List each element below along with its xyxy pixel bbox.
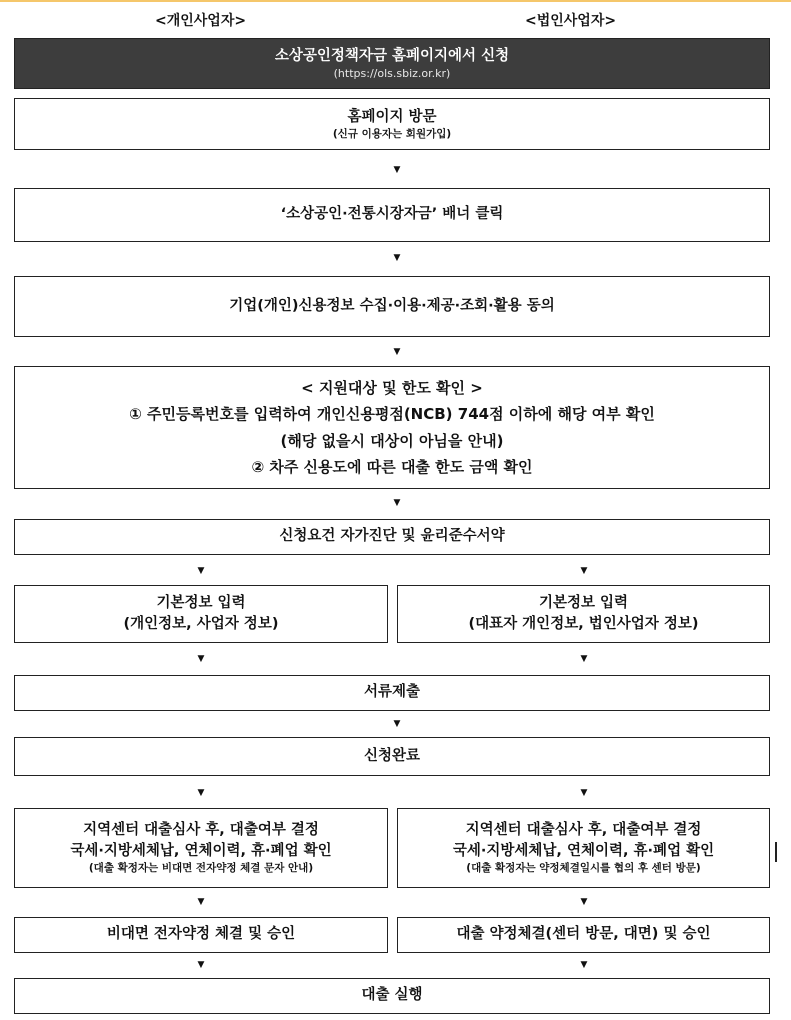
arrow-down-icon: ▼ bbox=[197, 960, 205, 970]
top-accent-line bbox=[0, 0, 791, 2]
step-banner-click bbox=[14, 188, 770, 242]
step-review-corporate bbox=[397, 808, 770, 888]
step-visit-sub: (신규 이용자는 회원가입) bbox=[332, 127, 452, 140]
arrow-down-icon: ▼ bbox=[197, 788, 205, 798]
step-basic-info-corporate bbox=[397, 585, 770, 643]
step-review-individual bbox=[14, 808, 388, 888]
step-check-note: (해당 없을시 대상이 아님을 안내) bbox=[280, 431, 504, 450]
step-apply-title: 소상공인정책자금 홈페이지에서 신청 bbox=[274, 47, 510, 64]
header-corporate: <법인사업자> bbox=[525, 13, 617, 29]
step-submit-documents bbox=[14, 675, 770, 711]
contract-right-title: 대출 약정체결(센터 방문, 대면) 및 승인 bbox=[456, 926, 711, 943]
review-right-note: (대출 확정자는 약정체결일시를 협의 후 센터 방문) bbox=[466, 862, 701, 875]
step-exec-title: 대출 실행 bbox=[361, 987, 423, 1004]
step-consent-title: 기업(개인)신용정보 수집·이용·제공·조회·활용 동의 bbox=[229, 297, 555, 314]
review-right-line2: 국세·지방세체납, 연체이력, 휴·폐업 확인 bbox=[452, 843, 715, 860]
margin-mark bbox=[775, 842, 777, 862]
arrow-down-icon: ▼ bbox=[580, 960, 588, 970]
step-contract-individual bbox=[14, 917, 388, 953]
step-check-item-1: ① 주민등록번호를 입력하여 개인신용평점(NCB) 744점 이하에 해당 여부 확인 bbox=[129, 405, 655, 424]
step-visit-homepage bbox=[14, 98, 770, 150]
step-application-complete bbox=[14, 737, 770, 776]
header-individual: <개인사업자> bbox=[155, 13, 247, 29]
arrow-down-icon: ▼ bbox=[580, 654, 588, 664]
arrow-down-icon: ▼ bbox=[197, 566, 205, 576]
review-left-note: (대출 확정자는 비대면 전자약정 체결 문자 안내) bbox=[88, 862, 314, 875]
step-apply-website bbox=[14, 38, 770, 89]
basic-left-title: 기본정보 입력 bbox=[156, 594, 246, 611]
arrow-down-icon: ▼ bbox=[393, 347, 401, 357]
arrow-down-icon: ▼ bbox=[580, 897, 588, 907]
arrow-down-icon: ▼ bbox=[580, 788, 588, 798]
step-check-item-2: ② 차주 신용도에 따른 대출 한도 금액 확인 bbox=[251, 457, 533, 476]
review-left-line1: 지역센터 대출심사 후, 대출여부 결정 bbox=[83, 822, 319, 839]
step-contract-corporate bbox=[397, 917, 770, 953]
basic-left-sub: (개인정보, 사업자 정보) bbox=[123, 616, 279, 632]
step-check-heading: < 지원대상 및 한도 확인 > bbox=[301, 379, 483, 397]
step-credit-consent bbox=[14, 276, 770, 337]
arrow-down-icon: ▼ bbox=[393, 165, 401, 175]
step-banner-title: ‘소상공인·전통시장자금’ 배너 클릭 bbox=[280, 206, 504, 223]
step-basic-info-individual bbox=[14, 585, 388, 643]
step-eligibility-check bbox=[14, 366, 770, 489]
step-self-diagnosis bbox=[14, 519, 770, 555]
basic-right-sub: (대표자 개인정보, 법인사업자 정보) bbox=[468, 616, 699, 632]
review-right-line1: 지역센터 대출심사 후, 대출여부 결정 bbox=[465, 822, 702, 839]
step-selfcheck-title: 신청요건 자가진단 및 윤리준수서약 bbox=[279, 528, 505, 545]
arrow-down-icon: ▼ bbox=[393, 498, 401, 508]
step-apply-url: (https://ols.sbiz.or.kr) bbox=[333, 66, 451, 80]
contract-left-title: 비대면 전자약정 체결 및 승인 bbox=[106, 926, 296, 943]
step-visit-title: 홈페이지 방문 bbox=[347, 108, 437, 125]
arrow-down-icon: ▼ bbox=[393, 719, 401, 729]
step-loan-execution bbox=[14, 978, 770, 1014]
arrow-down-icon: ▼ bbox=[197, 654, 205, 664]
step-docs-title: 서류제출 bbox=[363, 684, 421, 701]
arrow-down-icon: ▼ bbox=[197, 897, 205, 907]
review-left-line2: 국세·지방세체납, 연체이력, 휴·폐업 확인 bbox=[70, 843, 332, 860]
step-done-title: 신청완료 bbox=[363, 747, 421, 764]
arrow-down-icon: ▼ bbox=[393, 253, 401, 263]
arrow-down-icon: ▼ bbox=[580, 566, 588, 576]
basic-right-title: 기본정보 입력 bbox=[538, 594, 629, 611]
